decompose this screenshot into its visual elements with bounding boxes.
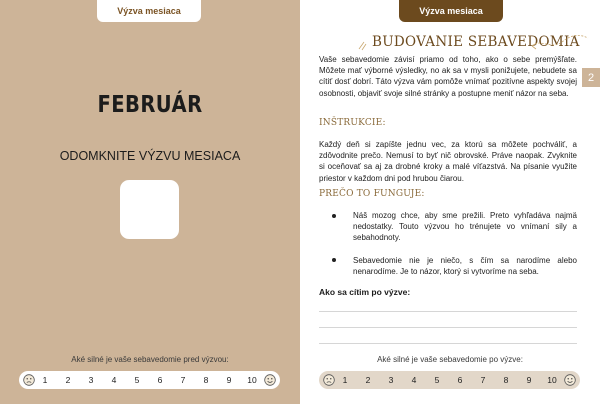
instructions-heading: INŠTRUKCIE:	[319, 118, 386, 128]
scale-number[interactable]: 8	[203, 375, 209, 385]
scale-number[interactable]: 1	[342, 375, 348, 385]
scale-number[interactable]: 6	[157, 375, 163, 385]
why-it-works-heading: PREČO TO FUNGUJE:	[319, 189, 425, 199]
neutral-face-icon	[323, 374, 335, 386]
left-tab-label: Výzva mesiaca	[97, 0, 201, 22]
before-rating-question: Aké silné je vaše sebavedomie pred výzvou:	[71, 355, 229, 364]
list-item: Sebavedomie nie je niečo, s čím sa narodíme alebo nenarodíme. Je to názor, ktorý si vytvoríme na seba.	[329, 255, 577, 277]
instructions-paragraph: Každý deň si zapíšte jednu vec, za ktorú sa môžete pochváliť, a zdôvodnite prečo. Nemusí to byť nič obrovské. Práve naopak. Zvyknite si oceňovať sa aj za drobné kroky a malé víťazstvá. Na písanie využite priestor v každom dni pod hrubou čiarou.	[319, 140, 577, 183]
scale-number[interactable]: 7	[480, 375, 486, 385]
page-number-badge: 2	[582, 68, 600, 87]
scale-number[interactable]: 10	[547, 375, 557, 385]
list-item: Náš mozog chce, aby sme prežili. Preto vyhľadáva najmä nedostatky. Touto výzvou ho trénujete vo vnímaní sily a sebahodnoty.	[329, 210, 577, 244]
scale-number[interactable]: 1	[42, 375, 48, 385]
month-title: FEBRUÁR	[97, 92, 203, 118]
scale-number[interactable]: 5	[134, 375, 140, 385]
smiling-face-icon	[564, 374, 576, 386]
unlock-box[interactable]	[120, 180, 179, 239]
scale-number[interactable]: 5	[434, 375, 440, 385]
why-it-works-list	[329, 210, 577, 288]
unlock-text: ODOMKNITE VÝZVU MESIACA	[59, 149, 241, 163]
scale-number[interactable]: 9	[526, 375, 532, 385]
scale-number[interactable]: 7	[180, 375, 186, 385]
right-tab-label: Výzva mesiaca	[399, 0, 503, 22]
scale-number[interactable]: 8	[503, 375, 509, 385]
scale-number[interactable]: 2	[365, 375, 371, 385]
sparkle-icon	[356, 36, 372, 52]
before-rating-scale[interactable]	[19, 371, 280, 389]
scale-number[interactable]: 3	[388, 375, 394, 385]
smiling-face-icon	[264, 374, 276, 386]
feeling-after-label: Ako sa cítim po výzve:	[319, 287, 411, 297]
before-scale-numbers	[35, 375, 264, 385]
scale-number[interactable]: 9	[226, 375, 232, 385]
scale-number[interactable]: 4	[411, 375, 417, 385]
challenge-title: BUDOVANIE SEBAVEDOMIA	[372, 34, 580, 50]
scale-number[interactable]: 3	[88, 375, 94, 385]
arrow-squiggle-icon	[530, 28, 590, 52]
after-rating-question: Aké silné je vaše sebavedomie po výzve:	[377, 355, 523, 364]
writing-line[interactable]	[319, 327, 577, 328]
scale-number[interactable]: 10	[247, 375, 257, 385]
neutral-face-icon	[23, 374, 35, 386]
scale-number[interactable]: 4	[111, 375, 117, 385]
writing-line[interactable]	[319, 343, 577, 344]
after-rating-scale[interactable]	[319, 371, 580, 389]
scale-number[interactable]: 2	[65, 375, 71, 385]
writing-line[interactable]	[319, 311, 577, 312]
after-scale-numbers	[335, 375, 564, 385]
scale-number[interactable]: 6	[457, 375, 463, 385]
intro-paragraph: Vaše sebavedomie závisí priamo od toho, ako o sebe premýšľate. Môžete mať výborné výsledky, no ak sa v mysli ponižujete, nebudete sa cítiť dosť dobrí. Táto výzva vám pomôže vnímať pozitívne aspekty svojej osobnosti, objaviť svoje silné stránky a postupne meniť názor na seba.	[319, 55, 577, 98]
